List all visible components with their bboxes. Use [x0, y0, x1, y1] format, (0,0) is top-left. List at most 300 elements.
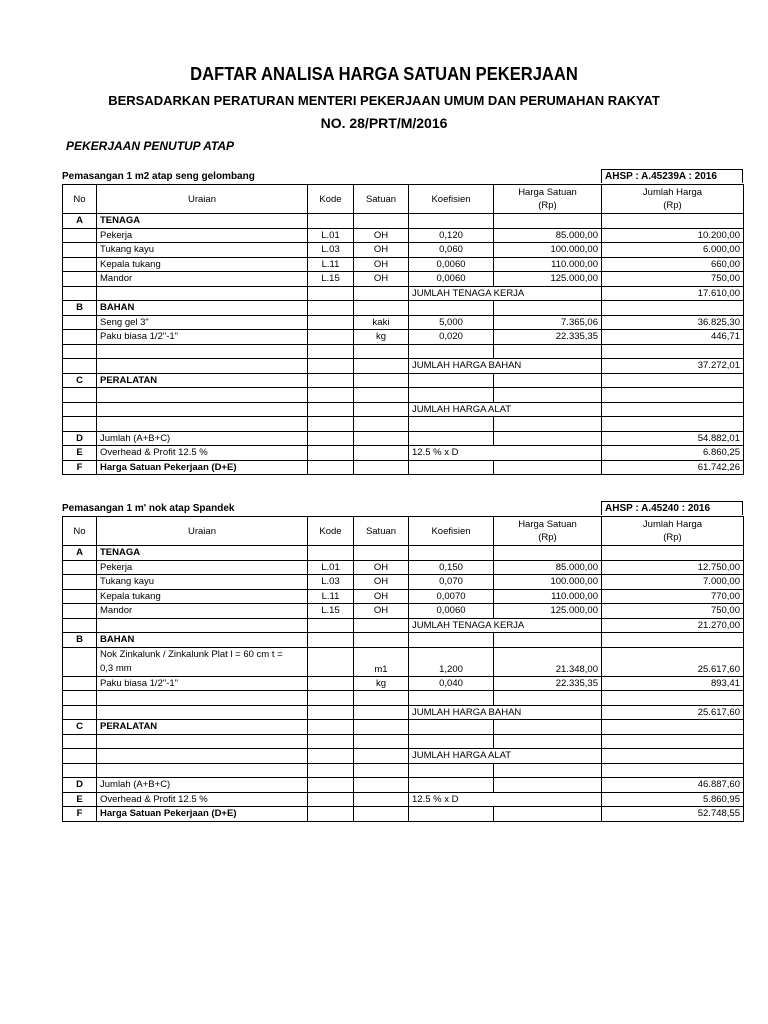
table-cell: Jumlah (A+B+C): [97, 431, 308, 446]
empty-cell: [354, 431, 409, 446]
empty-cell: [308, 344, 354, 359]
table-cell: OH: [354, 575, 409, 590]
empty-cell: [354, 402, 409, 417]
table-cell: 12.5 % x D: [409, 792, 602, 807]
table-cell: Pekerja: [97, 560, 308, 575]
empty-cell: [308, 301, 354, 316]
table-cell: 36.825,30: [602, 315, 744, 330]
table-cell: A: [63, 214, 97, 229]
table-cell: OH: [354, 589, 409, 604]
empty-cell: [308, 402, 354, 417]
table-cell: 750,00: [602, 604, 744, 619]
empty-cell: [409, 763, 494, 778]
empty-cell: [308, 373, 354, 388]
table-cell: OH: [354, 257, 409, 272]
empty-cell: [602, 546, 744, 561]
table-cell: OH: [354, 560, 409, 575]
empty-cell: [308, 446, 354, 461]
empty-cell: [308, 749, 354, 764]
table-cell: C: [63, 720, 97, 735]
table-header-row: [63, 517, 744, 546]
table-cell: Pekerja: [97, 228, 308, 243]
empty-cell: [308, 286, 354, 301]
group-row-bahan: [63, 633, 744, 648]
empty-cell: [354, 417, 409, 432]
empty-cell: [308, 417, 354, 432]
table-cell: 17.610,00: [602, 286, 744, 301]
empty-cell: [97, 749, 308, 764]
empty-cell: [602, 720, 744, 735]
subtotal-row-material: [63, 705, 744, 720]
table-cell: 5,000: [409, 315, 494, 330]
group-row-peralatan: [63, 720, 744, 735]
table-cell: Paku biasa 1/2"-1": [97, 330, 308, 345]
table-row: [63, 257, 744, 272]
empty-cell: [63, 315, 97, 330]
empty-cell: [354, 778, 409, 793]
empty-cell: [354, 301, 409, 316]
table-cell: 85.000,00: [494, 228, 602, 243]
analysis-block-1: [62, 169, 743, 474]
table-row: [63, 560, 744, 575]
empty-cell: [602, 373, 744, 388]
subtotal-row-labor: [63, 286, 744, 301]
table-cell: L.03: [308, 243, 354, 258]
table-cell: F: [63, 460, 97, 475]
empty-cell: [354, 344, 409, 359]
empty-cell: [97, 705, 308, 720]
empty-cell: [409, 691, 494, 706]
table-row: [63, 647, 744, 676]
col-kode: Kode: [308, 185, 354, 214]
table-cell: kaki: [354, 315, 409, 330]
table-cell: Harga Satuan Pekerjaan (D+E): [97, 807, 308, 822]
empty-cell: [308, 792, 354, 807]
empty-cell: [63, 286, 97, 301]
empty-cell: [602, 417, 744, 432]
col-uraian: Uraian: [97, 517, 308, 546]
table-cell: Paku biasa 1/2"-1": [97, 676, 308, 691]
table-cell: 7.000,00: [602, 575, 744, 590]
empty-cell: [97, 763, 308, 778]
empty-cell: [63, 734, 97, 749]
total-row-d: [63, 431, 744, 446]
empty-cell: [354, 460, 409, 475]
section-title: PEKERJAAN PENUTUP ATAP: [66, 139, 235, 153]
table-cell: 0,0060: [409, 604, 494, 619]
empty-cell: [97, 344, 308, 359]
empty-cell: [63, 388, 97, 403]
table-cell: TENAGA: [97, 546, 308, 561]
empty-cell: [409, 388, 494, 403]
empty-cell: [308, 388, 354, 403]
empty-cell: [494, 417, 602, 432]
table-cell: 0,020: [409, 330, 494, 345]
table-cell: L.15: [308, 272, 354, 287]
table-cell: 6.000,00: [602, 243, 744, 258]
table-row: [63, 575, 744, 590]
table-cell: Kepala tukang: [97, 589, 308, 604]
empty-cell: [494, 720, 602, 735]
empty-cell: [409, 301, 494, 316]
total-row-d: [63, 778, 744, 793]
empty-cell: [409, 720, 494, 735]
col-no: No: [63, 185, 97, 214]
empty-cell: [409, 546, 494, 561]
group-row-tenaga: [63, 546, 744, 561]
empty-row: [63, 763, 744, 778]
table-cell: B: [63, 301, 97, 316]
col-satuan: Satuan: [354, 185, 409, 214]
table-cell: 750,00: [602, 272, 744, 287]
group-row-bahan: [63, 301, 744, 316]
table-cell: 446,71: [602, 330, 744, 345]
empty-cell: [602, 344, 744, 359]
empty-cell: [308, 691, 354, 706]
table-cell: 0,0060: [409, 257, 494, 272]
empty-cell: [63, 359, 97, 374]
empty-cell: [602, 301, 744, 316]
empty-cell: [494, 734, 602, 749]
col-jumlah-harga: Jumlah Harga (Rp): [602, 185, 744, 214]
table-cell: C: [63, 373, 97, 388]
col-harga-satuan: Harga Satuan (Rp): [494, 185, 602, 214]
analysis-table: [62, 516, 744, 822]
table-cell: 12.5 % x D: [409, 446, 602, 461]
table-cell: D: [63, 431, 97, 446]
table-cell: 61.742,26: [602, 460, 744, 475]
empty-cell: Nok Zinkalunk / Zinkalunk Plat l = 60 cm t = 0,3 mm: [97, 647, 308, 676]
empty-cell: [354, 720, 409, 735]
table-cell: 6.860,25: [602, 446, 744, 461]
regulation-number: NO. 28/PRT/M/2016: [320, 115, 448, 131]
table-cell: 0,060: [409, 243, 494, 258]
empty-cell: [354, 373, 409, 388]
table-cell: OH: [354, 228, 409, 243]
table-cell: 12.750,00: [602, 560, 744, 575]
table-cell: A: [63, 546, 97, 561]
empty-cell: [63, 344, 97, 359]
col-no: No: [63, 517, 97, 546]
empty-cell: [63, 272, 97, 287]
table-cell: JUMLAH TENAGA KERJA: [409, 618, 602, 633]
empty-cell: [494, 546, 602, 561]
table-cell: 100.000,00: [494, 575, 602, 590]
table-cell: 1,200: [409, 647, 494, 676]
empty-cell: [97, 402, 308, 417]
empty-cell: [97, 417, 308, 432]
table-cell: E: [63, 446, 97, 461]
table-cell: kg: [354, 676, 409, 691]
table-cell: 0,0070: [409, 589, 494, 604]
empty-cell: [308, 647, 354, 676]
empty-cell: [354, 546, 409, 561]
table-cell: BAHAN: [97, 633, 308, 648]
table-cell: 0,070: [409, 575, 494, 590]
empty-cell: [354, 763, 409, 778]
empty-cell: [308, 359, 354, 374]
table-cell: [602, 749, 744, 764]
ahsp-code: AHSP : A.45240 : 2016: [601, 501, 743, 515]
table-cell: Overhead & Profit 12.5 %: [97, 446, 308, 461]
table-cell: Seng gel 3": [97, 315, 308, 330]
empty-cell: [63, 647, 97, 676]
subtotal-row-tools: [63, 402, 744, 417]
table-cell: PERALATAN: [97, 373, 308, 388]
empty-cell: [97, 691, 308, 706]
table-cell: BAHAN: [97, 301, 308, 316]
table-row: [63, 272, 744, 287]
table-cell: 22.335,35: [494, 330, 602, 345]
empty-cell: [602, 214, 744, 229]
empty-cell: [308, 807, 354, 822]
table-cell: 125.000,00: [494, 604, 602, 619]
work-item-caption: Pemasangan 1 m' nok atap Spandek: [62, 503, 235, 514]
empty-cell: [308, 763, 354, 778]
table-cell: Tukang kayu: [97, 575, 308, 590]
table-row: [63, 315, 744, 330]
empty-cell: [409, 344, 494, 359]
empty-cell: [409, 417, 494, 432]
empty-cell: [63, 228, 97, 243]
empty-row: [63, 344, 744, 359]
empty-cell: [354, 214, 409, 229]
empty-row: [63, 388, 744, 403]
table-cell: F: [63, 807, 97, 822]
table-row: [63, 604, 744, 619]
table-cell: 893,41: [602, 676, 744, 691]
empty-cell: [409, 214, 494, 229]
empty-cell: [354, 388, 409, 403]
table-cell: OH: [354, 272, 409, 287]
col-harga-satuan: Harga Satuan (Rp): [494, 517, 602, 546]
empty-cell: [409, 778, 494, 793]
empty-cell: [409, 807, 494, 822]
empty-cell: [308, 315, 354, 330]
empty-cell: [354, 705, 409, 720]
col-kode: Kode: [308, 517, 354, 546]
table-cell: OH: [354, 243, 409, 258]
empty-cell: [409, 734, 494, 749]
col-koefisien: Koefisien: [409, 517, 494, 546]
table-cell: JUMLAH HARGA ALAT: [409, 402, 602, 417]
empty-cell: [354, 286, 409, 301]
table-cell: 52.748,55: [602, 807, 744, 822]
table-cell: Mandor: [97, 272, 308, 287]
empty-cell: [602, 388, 744, 403]
table-cell: 37.272,01: [602, 359, 744, 374]
table-cell: TENAGA: [97, 214, 308, 229]
table-cell: JUMLAH TENAGA KERJA: [409, 286, 602, 301]
table-cell: 85.000,00: [494, 560, 602, 575]
table-row: [63, 330, 744, 345]
table-cell: [602, 402, 744, 417]
empty-cell: [602, 734, 744, 749]
empty-cell: [63, 676, 97, 691]
empty-cell: [409, 373, 494, 388]
empty-cell: [63, 763, 97, 778]
col-koefisien: Koefisien: [409, 185, 494, 214]
table-cell: 21.348,00: [494, 647, 602, 676]
empty-cell: [63, 589, 97, 604]
page-subtitle: BERSADARKAN PERATURAN MENTERI PEKERJAAN UMUM DAN PERUMAHAN RAKYAT: [108, 93, 660, 108]
empty-cell: [602, 691, 744, 706]
total-row-e: [63, 792, 744, 807]
empty-cell: [308, 460, 354, 475]
table-cell: 110.000,00: [494, 589, 602, 604]
empty-cell: [409, 431, 494, 446]
empty-cell: [308, 618, 354, 633]
table-cell: 125.000,00: [494, 272, 602, 287]
group-row-peralatan: [63, 373, 744, 388]
table-cell: PERALATAN: [97, 720, 308, 735]
empty-cell: [63, 417, 97, 432]
work-item-caption: Pemasangan 1 m2 atap seng gelombang: [62, 171, 255, 182]
total-row-e: [63, 446, 744, 461]
table-cell: D: [63, 778, 97, 793]
table-row: [63, 228, 744, 243]
table-cell: 0,150: [409, 560, 494, 575]
table-cell: JUMLAH HARGA ALAT: [409, 749, 602, 764]
table-row: [63, 676, 744, 691]
analysis-table: [62, 184, 744, 475]
table-cell: 0,0060: [409, 272, 494, 287]
empty-cell: [409, 460, 494, 475]
empty-cell: [354, 734, 409, 749]
empty-cell: [97, 359, 308, 374]
total-row-f: [63, 460, 744, 475]
table-cell: L.03: [308, 575, 354, 590]
empty-cell: [494, 373, 602, 388]
table-cell: 21.270,00: [602, 618, 744, 633]
empty-row: [63, 734, 744, 749]
empty-cell: [308, 214, 354, 229]
table-cell: L.01: [308, 560, 354, 575]
col-uraian: Uraian: [97, 185, 308, 214]
empty-cell: [308, 330, 354, 345]
empty-cell: [494, 431, 602, 446]
table-cell: 10.200,00: [602, 228, 744, 243]
empty-cell: [494, 691, 602, 706]
table-cell: 54.882,01: [602, 431, 744, 446]
empty-cell: [63, 243, 97, 258]
table-cell: L.01: [308, 228, 354, 243]
group-row-tenaga: [63, 214, 744, 229]
table-cell: 0,040: [409, 676, 494, 691]
table-cell: 770,00: [602, 589, 744, 604]
table-cell: Overhead & Profit 12.5 %: [97, 792, 308, 807]
empty-cell: [63, 618, 97, 633]
empty-cell: [494, 778, 602, 793]
empty-cell: [63, 705, 97, 720]
table-cell: JUMLAH HARGA BAHAN: [409, 705, 602, 720]
empty-cell: [308, 705, 354, 720]
empty-cell: [308, 676, 354, 691]
empty-cell: [63, 575, 97, 590]
empty-cell: [308, 633, 354, 648]
table-cell: 660,00: [602, 257, 744, 272]
table-cell: 100.000,00: [494, 243, 602, 258]
subtotal-row-material: [63, 359, 744, 374]
table-row: [63, 589, 744, 604]
table-cell: JUMLAH HARGA BAHAN: [409, 359, 602, 374]
table-cell: m1: [354, 647, 409, 676]
analysis-block-2: [62, 501, 743, 821]
table-cell: L.11: [308, 589, 354, 604]
table-cell: 110.000,00: [494, 257, 602, 272]
empty-cell: [409, 633, 494, 648]
empty-cell: [354, 792, 409, 807]
table-cell: Harga Satuan Pekerjaan (D+E): [97, 460, 308, 475]
empty-cell: [354, 633, 409, 648]
empty-cell: [354, 807, 409, 822]
table-cell: 0,120: [409, 228, 494, 243]
empty-cell: [308, 720, 354, 735]
empty-cell: [494, 344, 602, 359]
empty-cell: [308, 778, 354, 793]
table-row: [63, 243, 744, 258]
empty-cell: [63, 330, 97, 345]
empty-cell: [602, 633, 744, 648]
empty-cell: [494, 460, 602, 475]
empty-row: [63, 417, 744, 432]
subtotal-row-tools: [63, 749, 744, 764]
empty-cell: [494, 763, 602, 778]
table-cell: L.15: [308, 604, 354, 619]
table-cell: Jumlah (A+B+C): [97, 778, 308, 793]
empty-cell: [63, 749, 97, 764]
empty-cell: [354, 749, 409, 764]
table-cell: 5.860,95: [602, 792, 744, 807]
table-cell: Tukang kayu: [97, 243, 308, 258]
empty-row: [63, 691, 744, 706]
table-cell: E: [63, 792, 97, 807]
empty-cell: [354, 618, 409, 633]
empty-cell: [494, 301, 602, 316]
empty-cell: [97, 734, 308, 749]
ahsp-code: AHSP : A.45239A : 2016: [601, 169, 743, 183]
table-cell: 46.887,60: [602, 778, 744, 793]
table-header-row: [63, 185, 744, 214]
table-cell: kg: [354, 330, 409, 345]
empty-cell: [308, 734, 354, 749]
subtotal-row-labor: [63, 618, 744, 633]
col-satuan: Satuan: [354, 517, 409, 546]
empty-cell: [63, 257, 97, 272]
table-cell: OH: [354, 604, 409, 619]
empty-cell: [97, 286, 308, 301]
empty-cell: [97, 388, 308, 403]
empty-cell: [354, 446, 409, 461]
table-cell: 25.617,60: [602, 705, 744, 720]
empty-cell: [354, 691, 409, 706]
table-cell: 25.617,60: [602, 647, 744, 676]
empty-cell: [494, 633, 602, 648]
empty-cell: [354, 359, 409, 374]
col-jumlah-harga: Jumlah Harga (Rp): [602, 517, 744, 546]
table-cell: L.11: [308, 257, 354, 272]
empty-cell: [63, 604, 97, 619]
empty-cell: [494, 388, 602, 403]
total-row-f: [63, 807, 744, 822]
empty-cell: [63, 402, 97, 417]
empty-cell: [494, 807, 602, 822]
table-cell: B: [63, 633, 97, 648]
empty-cell: [494, 214, 602, 229]
empty-cell: [63, 560, 97, 575]
empty-cell: [602, 763, 744, 778]
empty-cell: [97, 618, 308, 633]
